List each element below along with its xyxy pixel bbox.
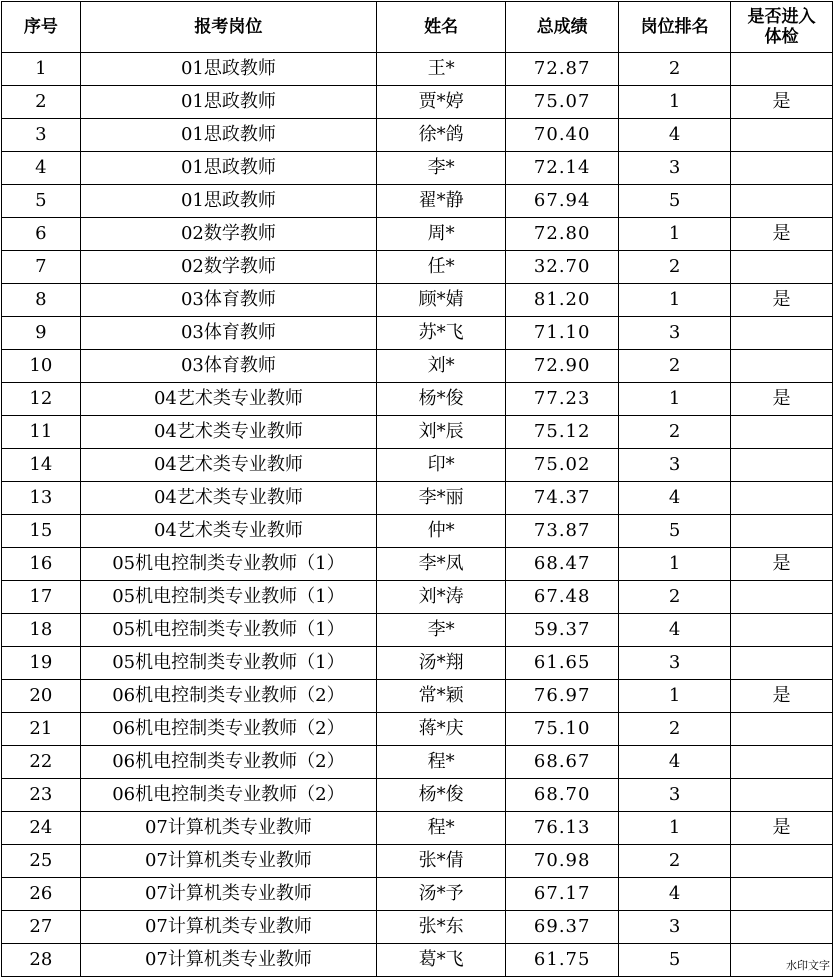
cell-post: 07计算机类专业教师 <box>80 944 376 977</box>
header-post: 报考岗位 <box>80 2 376 53</box>
cell-post: 06机电控制类专业教师（2） <box>80 680 376 713</box>
cell-rank: 2 <box>619 713 731 746</box>
table-row <box>2 680 833 713</box>
cell-name: 翟*静 <box>377 185 506 218</box>
cell-name: 李*丽 <box>377 482 506 515</box>
cell-no: 24 <box>2 812 81 845</box>
cell-name: 杨*俊 <box>377 779 506 812</box>
table-row <box>2 779 833 812</box>
table-row <box>2 812 833 845</box>
table-row <box>2 218 833 251</box>
cell-score: 81.20 <box>506 284 619 317</box>
cell-post: 06机电控制类专业教师（2） <box>80 746 376 779</box>
cell-exam <box>731 746 833 779</box>
cell-exam <box>731 515 833 548</box>
cell-post: 03体育教师 <box>80 317 376 350</box>
cell-exam: 是 <box>731 86 833 119</box>
cell-score: 61.75 <box>506 944 619 977</box>
table-row <box>2 119 833 152</box>
cell-post: 03体育教师 <box>80 284 376 317</box>
cell-score: 72.87 <box>506 53 619 86</box>
cell-name: 苏*飞 <box>377 317 506 350</box>
cell-no: 3 <box>2 119 81 152</box>
cell-rank: 3 <box>619 317 731 350</box>
cell-no: 20 <box>2 680 81 713</box>
header-name: 姓名 <box>377 2 506 53</box>
cell-score: 61.65 <box>506 647 619 680</box>
cell-name: 李* <box>377 152 506 185</box>
cell-score: 32.70 <box>506 251 619 284</box>
cell-rank: 1 <box>619 680 731 713</box>
cell-rank: 5 <box>619 944 731 977</box>
cell-no: 4 <box>2 152 81 185</box>
cell-score: 76.13 <box>506 812 619 845</box>
cell-post: 04艺术类专业教师 <box>80 515 376 548</box>
table-row <box>2 548 833 581</box>
cell-no: 26 <box>2 878 81 911</box>
cell-post: 07计算机类专业教师 <box>80 845 376 878</box>
cell-no: 15 <box>2 515 81 548</box>
cell-score: 72.80 <box>506 218 619 251</box>
table-row <box>2 350 833 383</box>
cell-post: 04艺术类专业教师 <box>80 449 376 482</box>
cell-exam <box>731 185 833 218</box>
cell-post: 06机电控制类专业教师（2） <box>80 713 376 746</box>
cell-no: 12 <box>2 383 81 416</box>
cell-name: 李*凤 <box>377 548 506 581</box>
table-header <box>2 2 833 53</box>
cell-score: 72.14 <box>506 152 619 185</box>
cell-name: 顾*婧 <box>377 284 506 317</box>
table-row <box>2 317 833 350</box>
cell-score: 67.94 <box>506 185 619 218</box>
table-row <box>2 614 833 647</box>
cell-no: 13 <box>2 482 81 515</box>
cell-post: 05机电控制类专业教师（1） <box>80 581 376 614</box>
cell-name: 任* <box>377 251 506 284</box>
header-score: 总成绩 <box>506 2 619 53</box>
cell-rank: 3 <box>619 647 731 680</box>
table-row <box>2 449 833 482</box>
cell-exam: 是 <box>731 218 833 251</box>
cell-rank: 3 <box>619 449 731 482</box>
cell-post: 01思政教师 <box>80 119 376 152</box>
cell-name: 张*倩 <box>377 845 506 878</box>
cell-no: 5 <box>2 185 81 218</box>
cell-name: 周* <box>377 218 506 251</box>
cell-no: 14 <box>2 449 81 482</box>
cell-score: 70.98 <box>506 845 619 878</box>
cell-exam: 是 <box>731 284 833 317</box>
cell-score: 75.10 <box>506 713 619 746</box>
cell-score: 68.67 <box>506 746 619 779</box>
cell-exam <box>731 317 833 350</box>
cell-exam <box>731 911 833 944</box>
cell-score: 74.37 <box>506 482 619 515</box>
cell-post: 03体育教师 <box>80 350 376 383</box>
header-exam-line1: 是否进入 <box>747 7 816 27</box>
cell-no: 27 <box>2 911 81 944</box>
cell-rank: 1 <box>619 284 731 317</box>
cell-rank: 2 <box>619 251 731 284</box>
cell-post: 05机电控制类专业教师（1） <box>80 614 376 647</box>
table-row <box>2 647 833 680</box>
cell-exam: 是 <box>731 812 833 845</box>
cell-rank: 2 <box>619 416 731 449</box>
cell-name: 汤*予 <box>377 878 506 911</box>
results-table <box>1 1 833 977</box>
cell-post: 07计算机类专业教师 <box>80 812 376 845</box>
cell-rank: 1 <box>619 812 731 845</box>
cell-exam: 是 <box>731 680 833 713</box>
cell-name: 仲* <box>377 515 506 548</box>
cell-exam <box>731 53 833 86</box>
header-no: 序号 <box>2 2 81 53</box>
cell-post: 05机电控制类专业教师（1） <box>80 548 376 581</box>
cell-rank: 4 <box>619 878 731 911</box>
cell-exam <box>731 878 833 911</box>
cell-rank: 4 <box>619 119 731 152</box>
cell-score: 68.47 <box>506 548 619 581</box>
cell-post: 04艺术类专业教师 <box>80 482 376 515</box>
cell-score: 67.48 <box>506 581 619 614</box>
cell-exam <box>731 119 833 152</box>
cell-name: 徐*鸽 <box>377 119 506 152</box>
cell-score: 68.70 <box>506 779 619 812</box>
cell-no: 19 <box>2 647 81 680</box>
cell-name: 张*东 <box>377 911 506 944</box>
cell-rank: 4 <box>619 746 731 779</box>
cell-post: 02数学教师 <box>80 251 376 284</box>
cell-name: 常*颖 <box>377 680 506 713</box>
table-row <box>2 152 833 185</box>
cell-post: 01思政教师 <box>80 152 376 185</box>
cell-post: 01思政教师 <box>80 53 376 86</box>
cell-rank: 3 <box>619 152 731 185</box>
cell-score: 75.12 <box>506 416 619 449</box>
cell-exam <box>731 482 833 515</box>
cell-name: 程* <box>377 812 506 845</box>
cell-score: 76.97 <box>506 680 619 713</box>
cell-rank: 5 <box>619 515 731 548</box>
cell-name: 刘*辰 <box>377 416 506 449</box>
watermark-text: 水印文字 <box>786 959 830 972</box>
cell-exam <box>731 449 833 482</box>
cell-name: 程* <box>377 746 506 779</box>
cell-score: 71.10 <box>506 317 619 350</box>
cell-no: 16 <box>2 548 81 581</box>
cell-rank: 1 <box>619 383 731 416</box>
cell-name: 王* <box>377 53 506 86</box>
table-row <box>2 581 833 614</box>
cell-name: 杨*俊 <box>377 383 506 416</box>
cell-no: 7 <box>2 251 81 284</box>
table-row <box>2 746 833 779</box>
table-row <box>2 845 833 878</box>
table-body <box>2 53 833 977</box>
cell-post: 04艺术类专业教师 <box>80 383 376 416</box>
cell-exam <box>731 779 833 812</box>
cell-rank: 3 <box>619 911 731 944</box>
cell-exam: 是 <box>731 383 833 416</box>
cell-rank: 4 <box>619 614 731 647</box>
cell-no: 22 <box>2 746 81 779</box>
cell-name: 汤*翔 <box>377 647 506 680</box>
cell-no: 28 <box>2 944 81 977</box>
cell-exam <box>731 614 833 647</box>
cell-post: 05机电控制类专业教师（1） <box>80 647 376 680</box>
cell-exam <box>731 581 833 614</box>
cell-no: 25 <box>2 845 81 878</box>
cell-no: 2 <box>2 86 81 119</box>
cell-rank: 3 <box>619 779 731 812</box>
table-row <box>2 482 833 515</box>
cell-name: 葛*飞 <box>377 944 506 977</box>
cell-no: 1 <box>2 53 81 86</box>
cell-name: 蒋*庆 <box>377 713 506 746</box>
cell-score: 69.37 <box>506 911 619 944</box>
cell-no: 10 <box>2 350 81 383</box>
cell-no: 23 <box>2 779 81 812</box>
cell-rank: 4 <box>619 482 731 515</box>
cell-exam: 是 <box>731 548 833 581</box>
cell-rank: 2 <box>619 350 731 383</box>
cell-exam <box>731 647 833 680</box>
cell-post: 06机电控制类专业教师（2） <box>80 779 376 812</box>
cell-exam <box>731 713 833 746</box>
table-row <box>2 713 833 746</box>
cell-rank: 5 <box>619 185 731 218</box>
cell-score: 75.02 <box>506 449 619 482</box>
cell-rank: 1 <box>619 218 731 251</box>
header-exam-line2: 体检 <box>764 27 799 47</box>
cell-name: 刘* <box>377 350 506 383</box>
cell-score: 67.17 <box>506 878 619 911</box>
cell-post: 07计算机类专业教师 <box>80 878 376 911</box>
cell-rank: 2 <box>619 53 731 86</box>
header-row <box>2 2 833 53</box>
cell-name: 李* <box>377 614 506 647</box>
table-row <box>2 86 833 119</box>
header-rank: 岗位排名 <box>619 2 731 53</box>
cell-name: 刘*涛 <box>377 581 506 614</box>
cell-score: 73.87 <box>506 515 619 548</box>
cell-no: 9 <box>2 317 81 350</box>
table-row <box>2 944 833 977</box>
header-exam <box>731 2 833 53</box>
cell-exam <box>731 845 833 878</box>
cell-rank: 1 <box>619 548 731 581</box>
cell-no: 8 <box>2 284 81 317</box>
table-row <box>2 185 833 218</box>
table-row <box>2 251 833 284</box>
cell-rank: 1 <box>619 86 731 119</box>
cell-name: 贾*婷 <box>377 86 506 119</box>
cell-no: 21 <box>2 713 81 746</box>
cell-score: 70.40 <box>506 119 619 152</box>
table-row <box>2 416 833 449</box>
cell-score: 72.90 <box>506 350 619 383</box>
cell-rank: 2 <box>619 581 731 614</box>
cell-exam <box>731 152 833 185</box>
cell-no: 6 <box>2 218 81 251</box>
cell-exam <box>731 416 833 449</box>
cell-name: 印* <box>377 449 506 482</box>
table-row <box>2 284 833 317</box>
table-row <box>2 878 833 911</box>
table-row <box>2 383 833 416</box>
cell-post: 02数学教师 <box>80 218 376 251</box>
cell-exam <box>731 251 833 284</box>
cell-score: 59.37 <box>506 614 619 647</box>
table-row <box>2 911 833 944</box>
cell-exam <box>731 350 833 383</box>
cell-post: 07计算机类专业教师 <box>80 911 376 944</box>
cell-no: 18 <box>2 614 81 647</box>
cell-post: 01思政教师 <box>80 86 376 119</box>
table-row <box>2 53 833 86</box>
cell-score: 77.23 <box>506 383 619 416</box>
cell-no: 17 <box>2 581 81 614</box>
cell-rank: 2 <box>619 845 731 878</box>
table-row <box>2 515 833 548</box>
cell-no: 11 <box>2 416 81 449</box>
cell-score: 75.07 <box>506 86 619 119</box>
cell-post: 01思政教师 <box>80 185 376 218</box>
cell-post: 04艺术类专业教师 <box>80 416 376 449</box>
